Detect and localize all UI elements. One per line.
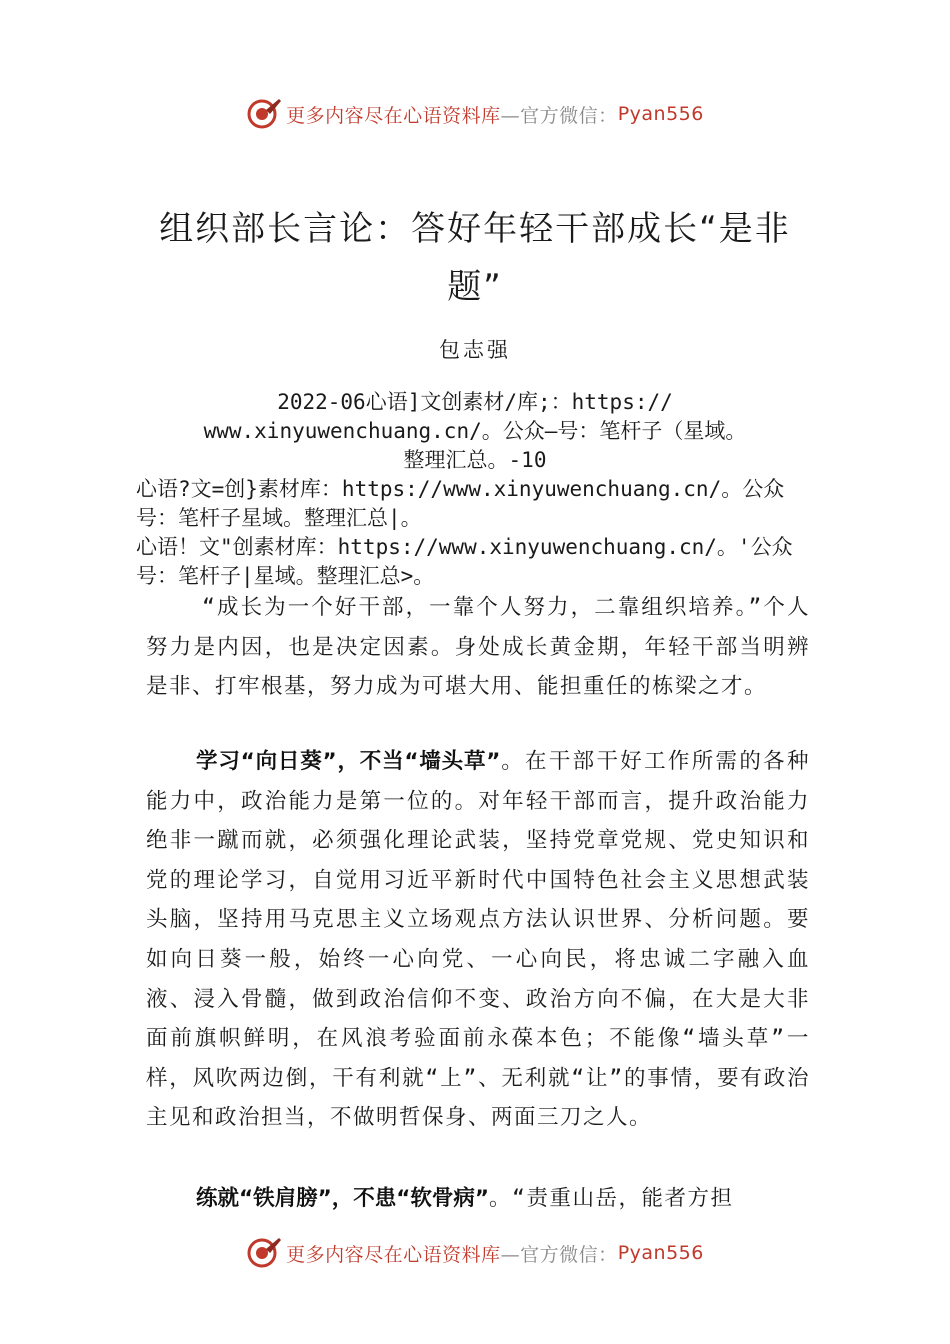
header-banner xyxy=(0,94,950,134)
footer-site-text: 更多内容尽在心语资料库 xyxy=(286,1243,501,1266)
paragraph-sunflower-heading: 学习“向日葵”，不当“墙头草” xyxy=(196,749,501,774)
source-line-1: 2022-06心语]文创素材/库;：https:// xyxy=(277,390,673,414)
paragraph-sunflower xyxy=(146,742,810,1138)
banner-site-text: 更多内容尽在心语资料库 xyxy=(286,104,501,127)
footer-wechat-id: Pyan556 xyxy=(617,1242,704,1264)
title-line-1: 组织部长言论：答好年轻干部成长“是非 xyxy=(159,209,791,249)
pen-nib-logo-icon xyxy=(246,96,282,132)
pen-nib-logo-icon xyxy=(246,1235,282,1271)
paragraph-iron-shoulders xyxy=(146,1179,810,1219)
banner-wechat-id: Pyan556 xyxy=(617,103,704,125)
source-line-2: www.xinyuwenchuang.cn/。公众—号：笔杆子（星域。 xyxy=(203,419,747,443)
source-info xyxy=(130,388,820,475)
footer-wechat-label: —官方微信： xyxy=(500,1243,618,1266)
paragraph-iron-shoulders-heading: 练就“铁肩膀”，不患“软骨病” xyxy=(196,1186,490,1211)
document-title xyxy=(150,200,800,316)
footer-banner xyxy=(0,1233,950,1273)
paragraph-intro: “成长为一个好干部，一靠个人努力，二靠组织培养。”个人努力是内因，也是决定因素。身处成长黄金期，年轻干部当明辨是非、打牢根基，努力成为可堪大用、能担重任的栋梁之才。 xyxy=(146,595,810,700)
paragraph-sunflower-body: 。在干部干好工作所需的各种能力中，政治能力是第一位的。对年轻干部而言，提升政治能力绝非一蹴而就，必须强化理论武装，坚持党章党规、党史知识和党的理论学习，自觉用习近平新时代中国特色社会主义思想武装头脑，坚持用马克思主义立场观点方法认识世界、分析问题。要如向日葵一般，始终一心向党、一心向民，将忠诚二字融入血液、浸入骨髓，做到政治信仰不变、政治方向不偏，在大是大非面前旗帜鲜明，在风浪考验面前永葆本色；不能像“墙头草”一样，风吹两边倒，干有利就“上”、无利就“让”的事情，要有政治主见和政治担当，不做明哲保身、两面三刀之人。 xyxy=(146,749,810,1131)
source-note-2: 心语！文"创素材库：https://www.xinyuwenchuang.cn/。'公众号：笔杆子|星域。整理汇总>。 xyxy=(136,535,793,588)
source-line-3: 整理汇总。-10 xyxy=(403,448,547,472)
banner-wechat-label: —官方微信： xyxy=(500,104,618,127)
author-name: 包志强 xyxy=(439,338,511,362)
title-line-2: 题” xyxy=(447,267,503,307)
paragraph-iron-shoulders-body: 。“责重山岳，能者方担 xyxy=(489,1186,734,1211)
source-note-1: 心语?文=创}素材库：https://www.xinyuwenchuang.cn/。公众号：笔杆子星域。整理汇总|。 xyxy=(136,477,785,530)
